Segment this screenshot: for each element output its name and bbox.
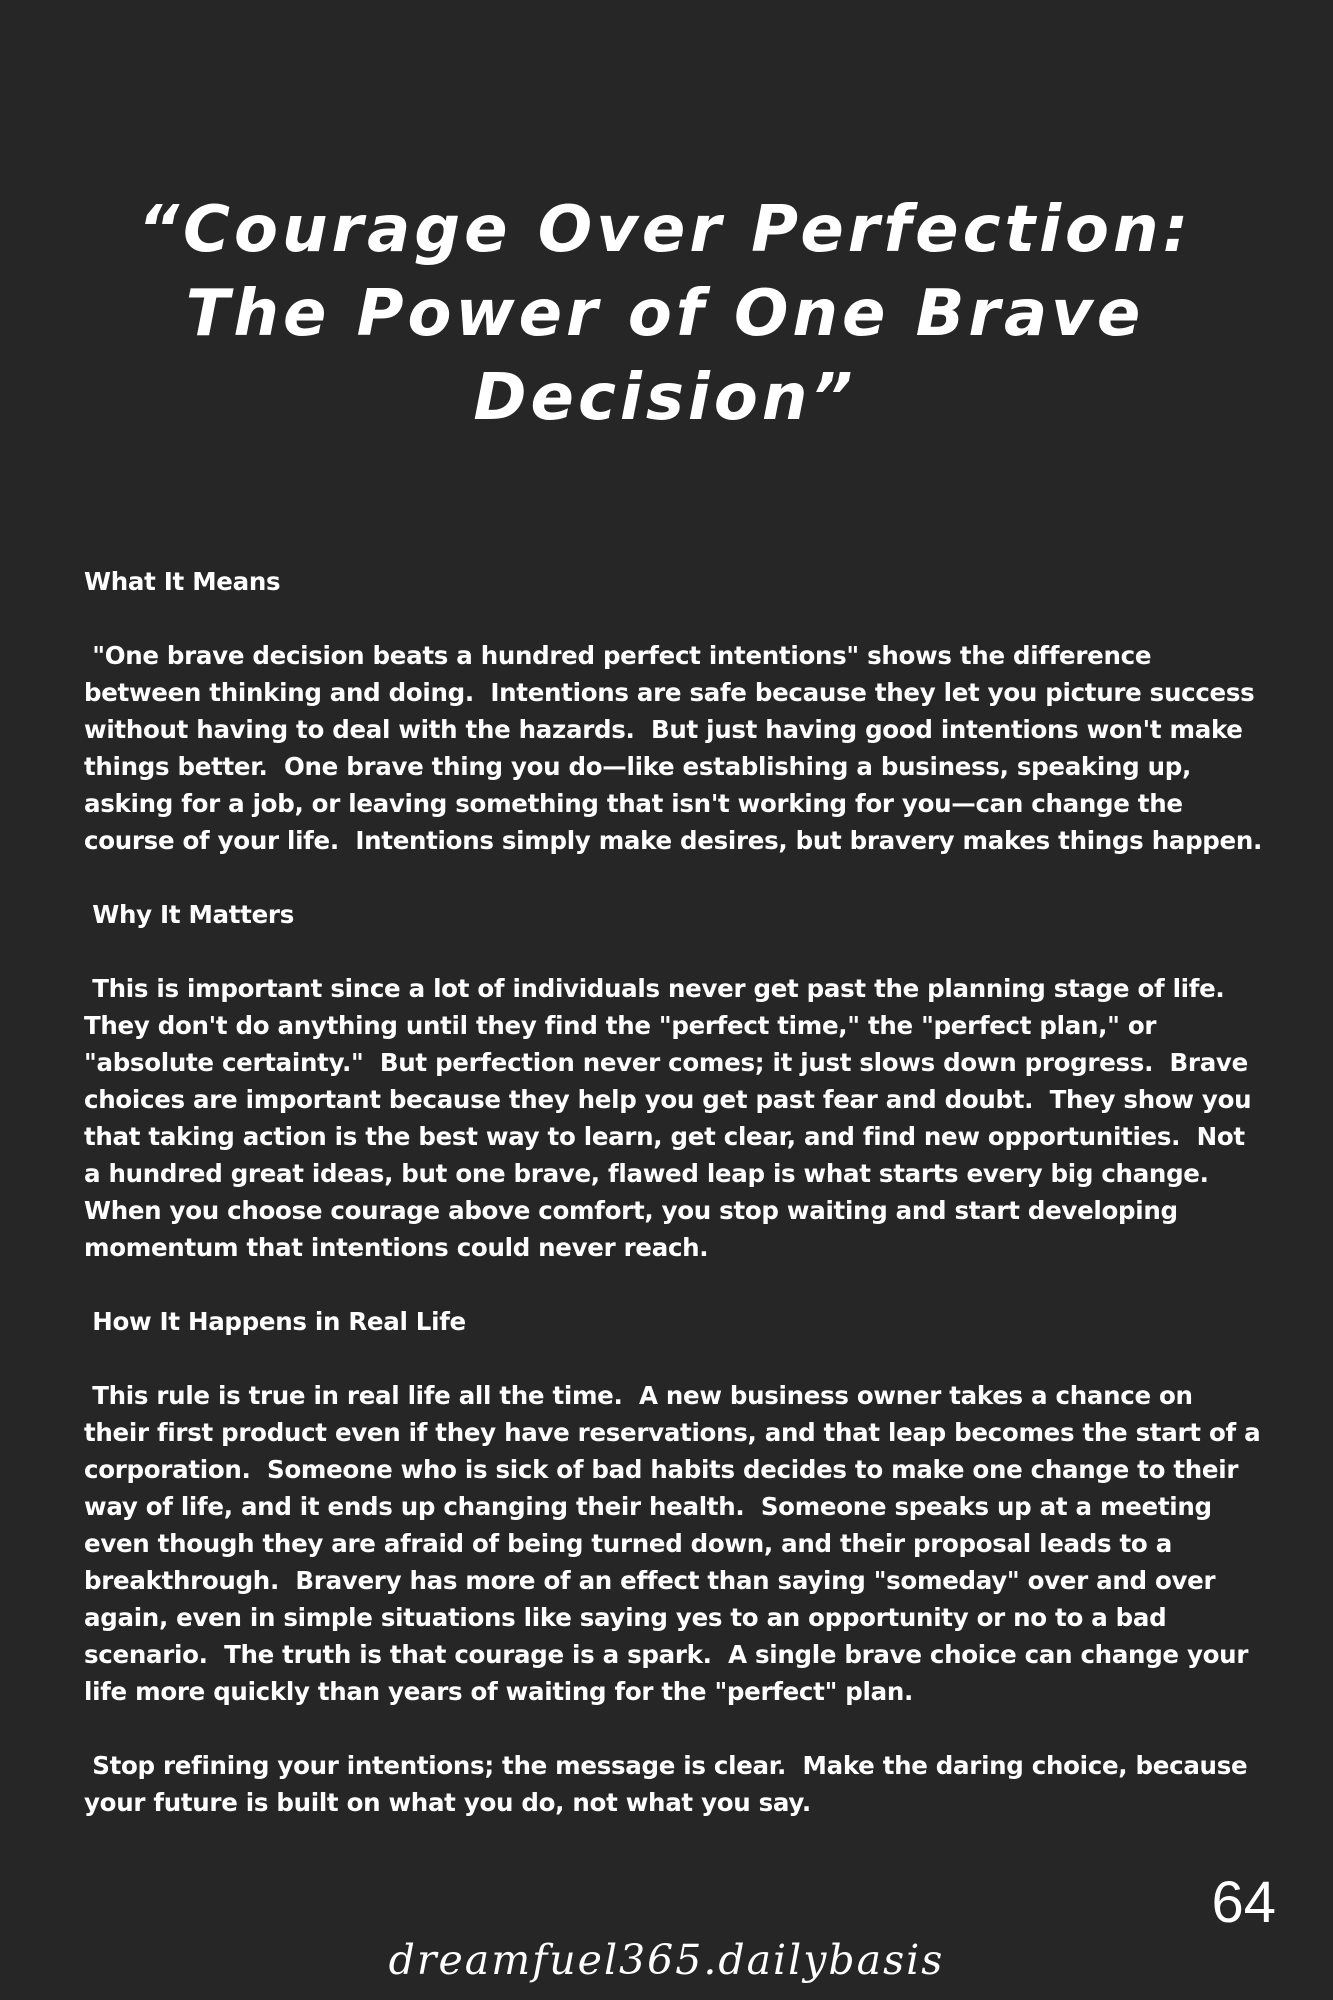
article-body (84, 563, 1269, 1821)
section-heading-why-it-matters: Why It Matters (84, 900, 294, 929)
title-line-2: The Power of One Brave (185, 277, 1145, 351)
footer-handle: dreamfuel365.dailybasis (388, 1936, 945, 1984)
title-line-1: “Courage Over Perfection: (137, 193, 1193, 267)
section-paragraph-why-it-matters: This is important since a lot of individuals never get past the planning stage of life. They don't do anything until they find the "perfect time," the "perfect plan," or "absolute certainty." But perfection never comes; it just slows down progress. Brave choices are important because they help you get past fear and doubt. They show you that taking action is the best way to learn, get clear, and find new opportunities. Not a hundred great ideas, but one brave, flawed leap is what starts every big change. When you choose courage above comfort, you stop waiting and start developing momentum that intentions could never reach. (84, 974, 1260, 1262)
title-line-3: Decision” (473, 361, 857, 435)
page-number: 64 (1211, 1870, 1276, 1935)
section-paragraph-what-it-means: "One brave decision beats a hundred perfect intentions" shows the difference between thinking and doing. Intentions are safe because they let you picture success without having to deal with the hazards. But just having good intentions won't make things better. One brave thing you do—like establishing a business, speaking up, asking for a job, or leaving something that isn't working for you—can change the course of your life. Intentions simply make desires, but bravery makes things happen. (84, 641, 1263, 855)
closing-paragraph: Stop refining your intentions; the message is clear. Make the daring choice, because your future is built on what you do, not what you say. (84, 1751, 1256, 1817)
section-heading-real-life: How It Happens in Real Life (84, 1307, 466, 1336)
page-title (90, 188, 1240, 440)
section-paragraph-real-life: This rule is true in real life all the time. A new business owner takes a chance on their first product even if they have reservations, and that leap becomes the start of a corporation. Someone who is sick of bad habits decides to make one change to their way of life, and it ends up changing their health. Someone speaks up at a meeting even though they are afraid of being turned down, and their proposal leads to a breakthrough. Bravery has more of an effect than saying "someday" over and over again, even in simple situations like saying yes to an opportunity or no to a bad scenario. The truth is that courage is a spark. A single brave choice can change your life more quickly than years of waiting for the "perfect" plan. (84, 1381, 1269, 1706)
section-heading-what-it-means: What It Means (84, 567, 281, 596)
